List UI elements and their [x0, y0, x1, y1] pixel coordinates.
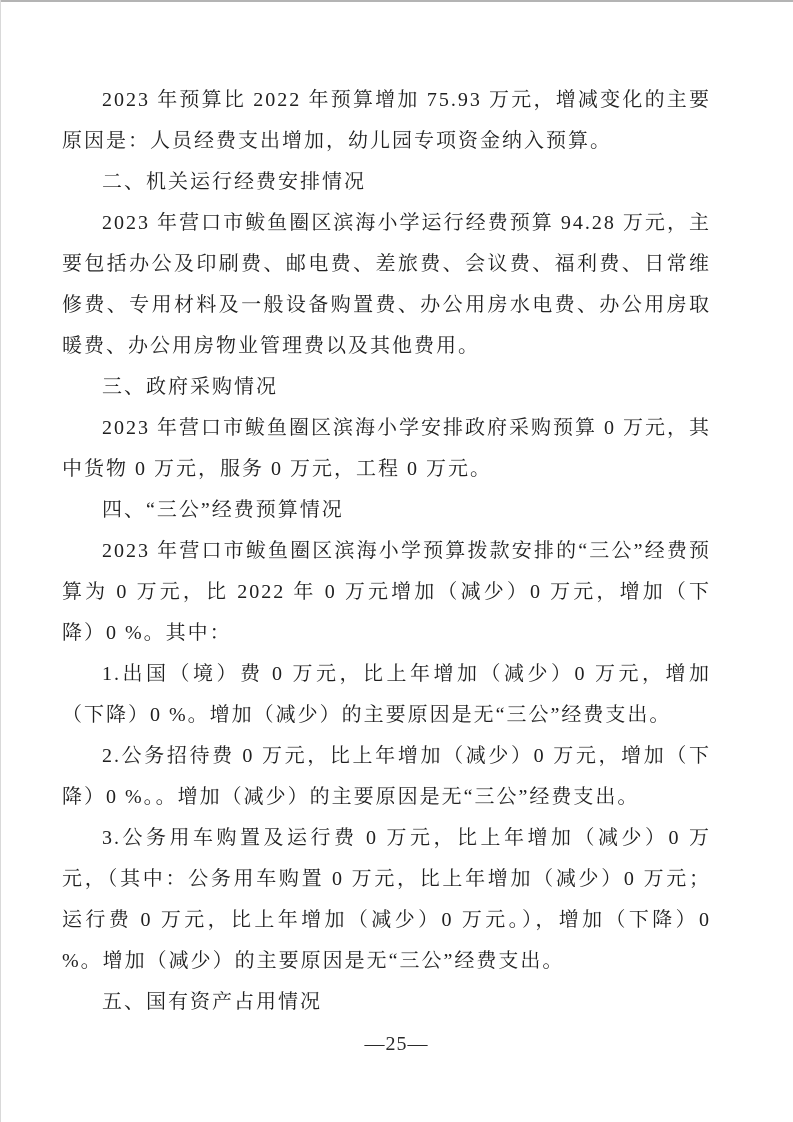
heading-section-3-gov-procurement: 三、政府采购情况: [102, 376, 278, 398]
heading-section-4-three-public-funds: 四、“三公”经费预算情况: [102, 499, 344, 521]
para-item-2-official-reception-fee: 2.公务招待费 0 万元，比上年增加（减少）0 万元，增加（下降）0 %。。增加（减少）的主要原因是无“三公”经费支出。: [62, 745, 711, 808]
para-three-public-overview: 2023 年营口市鲅鱼圈区滨海小学预算拨款安排的“三公”经费预算为 0 万元，比 2022 年 0 万元增加（减少）0 万元，增加（下降）0 %。其中：: [62, 540, 711, 644]
para-budget-change-vs-2022: 2023 年预算比 2022 年预算增加 75.93 万元，增减变化的主要原因是：人员经费支出增加，幼儿园专项资金纳入预算。: [62, 89, 711, 152]
page-number: —25—: [364, 1033, 429, 1055]
heading-section-2-operating-expenses: 二、机关运行经费安排情况: [102, 171, 366, 193]
scan-left-edge-line: [0, 0, 1, 1122]
document-page-body: [62, 80, 711, 1023]
scan-top-edge-line: [0, 0, 793, 2]
para-item-3-official-vehicles-fee: 3.公务用车购置及运行费 0 万元，比上年增加（减少）0 万元，（其中：公务用车购置 0 万元，比上年增加（减少）0 万元；运行费 0 万元，比上年增加（减少）0 万元。），增加（下降）0 %。增加（减少）的主要原因是无“三公”经费支出。: [62, 827, 711, 972]
para-operating-expenses-detail: 2023 年营口市鲅鱼圈区滨海小学运行经费预算 94.28 万元，主要包括办公及印刷费、邮电费、差旅费、会议费、福利费、日常维修费、专用材料及一般设备购置费、办公用房水电费、办公用房取暖费、办公用房物业管理费以及其他费用。: [62, 212, 711, 357]
heading-section-5-state-assets: 五、国有资产占用情况: [102, 991, 322, 1013]
para-gov-procurement-detail: 2023 年营口市鲅鱼圈区滨海小学安排政府采购预算 0 万元，其中货物 0 万元，服务 0 万元，工程 0 万元。: [62, 417, 711, 480]
para-item-1-overseas-trips-fee: 1.出国（境）费 0 万元，比上年增加（减少）0 万元，增加（下降）0 %。增加（减少）的主要原因是无“三公”经费支出。: [62, 663, 711, 726]
